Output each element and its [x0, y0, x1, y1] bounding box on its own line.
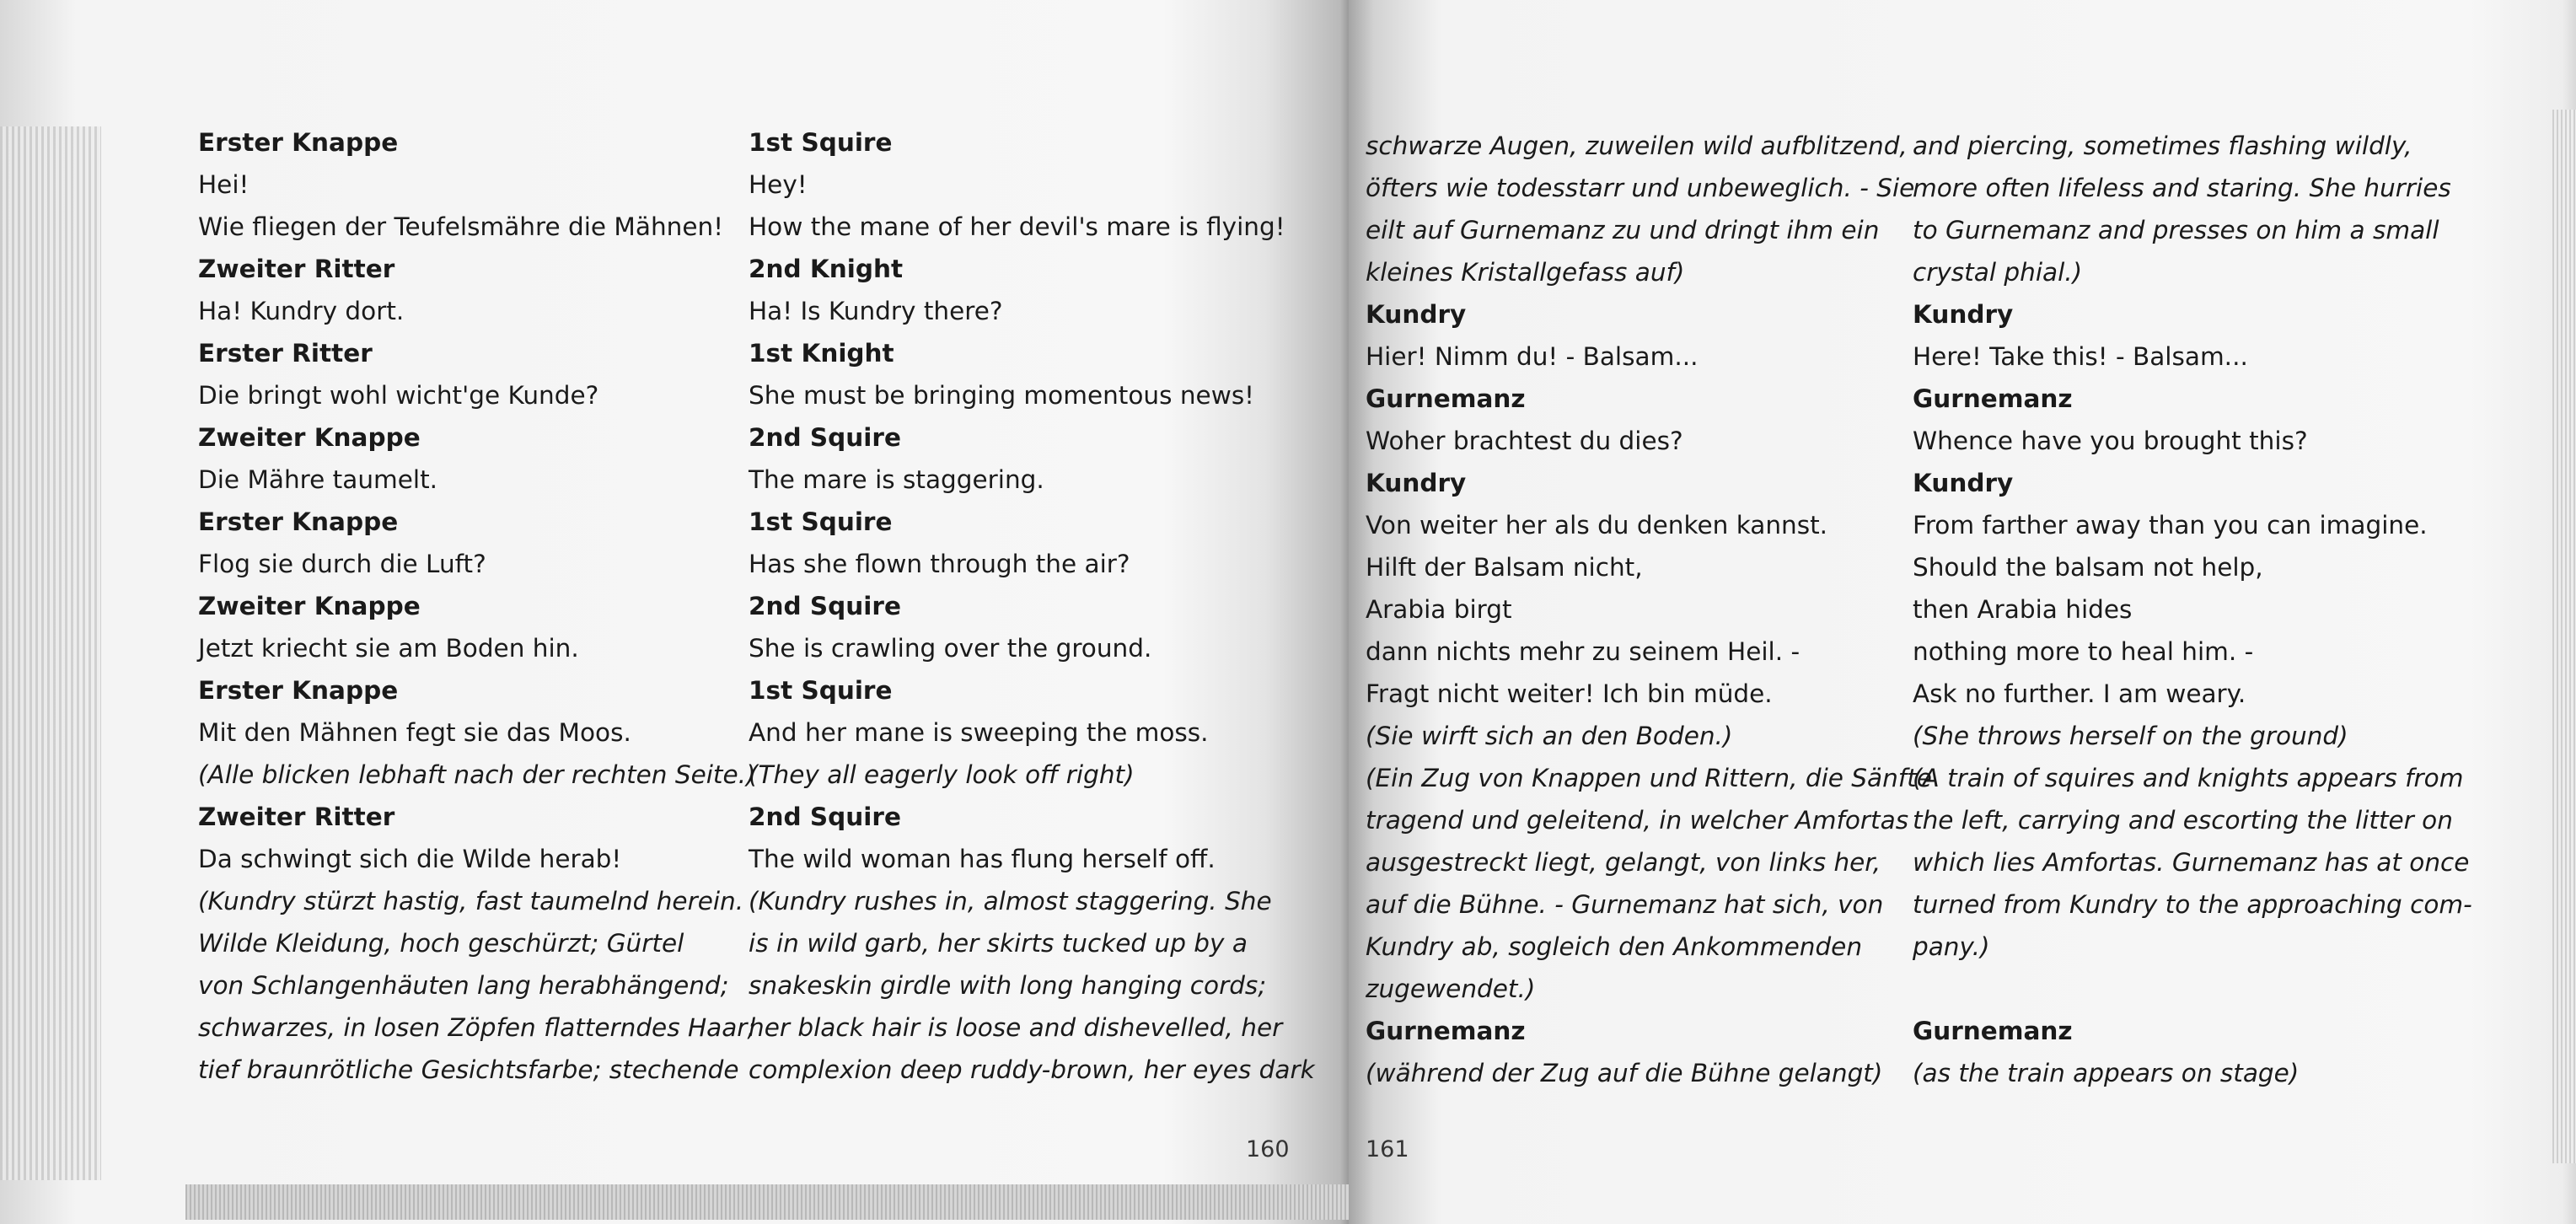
stage-direction-line: complexion deep ruddy-brown, her eyes dark: [749, 1055, 1315, 1084]
speaker-name: 2nd Squire: [749, 803, 901, 831]
libretto-line: From farther away than you can imagine.: [1913, 511, 2428, 540]
speaker-name: 1st Squire: [749, 507, 893, 536]
page-number: 160: [1246, 1136, 1290, 1162]
libretto-line: And her mane is sweeping the moss.: [749, 718, 1209, 747]
libretto-line: How the mane of her devil's mare is flying!: [749, 212, 1285, 241]
speaker-name: Zweiter Knappe: [198, 423, 421, 452]
stage-direction-line: (Ein Zug von Knappen und Rittern, die Sänfte: [1366, 764, 1932, 792]
stage-direction-line: schwarze Augen, zuweilen wild aufblitzend,: [1366, 132, 1908, 160]
left-page-english-column: [749, 121, 1315, 1091]
stage-direction-line: (Sie wirft sich an den Boden.): [1366, 722, 1733, 750]
libretto-line: Jetzt kriecht sie am Boden hin.: [198, 634, 579, 663]
stage-direction-line: which lies Amfortas. Gurnemanz has at once: [1913, 848, 2470, 877]
speaker-name: Erster Ritter: [198, 339, 373, 368]
speaker-name: Zweiter Ritter: [198, 255, 395, 283]
stage-direction-line: tief braunrötliche Gesichtsfarbe; stechende: [198, 1055, 739, 1084]
speaker-name: Kundry: [1366, 469, 1467, 497]
speaker-name: Gurnemanz: [1913, 1017, 2073, 1045]
libretto-line: dann nichts mehr zu seinem Heil. -: [1366, 637, 1801, 666]
right-page: [1349, 0, 2576, 1224]
speaker-name: 2nd Squire: [749, 592, 901, 620]
speaker-name: 1st Knight: [749, 339, 894, 368]
libretto-line: Fragt nicht weiter! Ich bin müde.: [1366, 679, 1773, 708]
libretto-line: The wild woman has flung herself off.: [749, 845, 1216, 873]
stage-direction-line: snakeskin girdle with long hanging cords;: [749, 971, 1267, 1000]
page-number: 161: [1366, 1136, 1409, 1162]
libretto-line: The mare is staggering.: [749, 465, 1044, 494]
stage-direction-line: pany.): [1913, 932, 1990, 961]
libretto-line: then Arabia hides: [1913, 595, 2133, 624]
stage-direction-line: zugewendet.): [1366, 974, 1536, 1003]
speaker-name: 2nd Squire: [749, 423, 901, 452]
libretto-line: Die bringt wohl wicht'ge Kunde?: [198, 381, 599, 410]
page-edge-stack: [0, 126, 101, 1180]
libretto-line: Hilft der Balsam nicht,: [1366, 553, 1643, 582]
stage-direction-line: tragend und geleitend, in welcher Amfortas: [1366, 806, 1909, 835]
stage-direction-line: more often lifeless and staring. She hurries: [1913, 174, 2451, 202]
stage-direction-line: von Schlangenhäuten lang herabhängend;: [198, 971, 729, 1000]
libretto-line: Mit den Mähnen fegt sie das Moos.: [198, 718, 631, 747]
speaker-name: Zweiter Knappe: [198, 592, 421, 620]
speaker-name: Gurnemanz: [1913, 384, 2073, 413]
stage-direction-line: crystal phial.): [1913, 258, 2083, 287]
speaker-name: Erster Knappe: [198, 128, 399, 157]
stage-direction-line: (während der Zug auf die Bühne gelangt): [1366, 1059, 1883, 1087]
stage-direction-line: is in wild garb, her skirts tucked up by a: [749, 929, 1248, 958]
speaker-name: Gurnemanz: [1366, 1017, 1526, 1045]
libretto-line: Hei!: [198, 170, 250, 199]
libretto-line: Should the balsam not help,: [1913, 553, 2263, 582]
libretto-line: Here! Take this! - Balsam...: [1913, 342, 2248, 371]
libretto-line: She is crawling over the ground.: [749, 634, 1152, 663]
stage-direction-line: (Alle blicken lebhaft nach der rechten Seite.): [198, 760, 756, 789]
speaker-name: Zweiter Ritter: [198, 803, 395, 831]
libretto-line: Whence have you brought this?: [1913, 427, 2308, 455]
libretto-line: Arabia birgt: [1366, 595, 1512, 624]
stage-direction-line: her black hair is loose and dishevelled, her: [749, 1013, 1283, 1042]
stage-direction-line: (as the train appears on stage): [1913, 1059, 2300, 1087]
stage-direction-line: Wilde Kleidung, hoch geschürzt; Gürtel: [198, 929, 684, 958]
stage-direction-line: öfters wie todesstarr und unbeweglich. - Sie: [1366, 174, 1915, 202]
libretto-line: Woher brachtest du dies?: [1366, 427, 1683, 455]
stage-direction-line: and piercing, sometimes flashing wildly,: [1913, 132, 2412, 160]
stage-direction-line: Kundry ab, sogleich den Ankommenden: [1366, 932, 1863, 961]
libretto-line: Hier! Nimm du! - Balsam...: [1366, 342, 1699, 371]
stage-direction-line: kleines Kristallgefass auf): [1366, 258, 1685, 287]
stage-direction-line: (She throws herself on the ground): [1913, 722, 2348, 750]
left-page-german-column: [198, 121, 756, 1091]
speaker-name: 2nd Knight: [749, 255, 904, 283]
libretto-line: [1913, 968, 2472, 1010]
libretto-line: Ha! Kundry dort.: [198, 297, 405, 325]
stage-direction-line: (A train of squires and knights appears from: [1913, 764, 2464, 792]
page-edge-stack: [2552, 110, 2576, 1163]
right-page-german-column: [1366, 125, 1932, 1094]
libretto-line: Wie fliegen der Teufelsmähre die Mähnen!: [198, 212, 724, 241]
stage-direction-line: auf die Bühne. - Gurnemanz hat sich, von: [1366, 890, 1884, 919]
stage-direction-line: to Gurnemanz and presses on him a small: [1913, 216, 2439, 244]
libretto-line: Von weiter her als du denken kannst.: [1366, 511, 1828, 540]
right-page-english-column: [1913, 125, 2472, 1094]
libretto-line: Ask no further. I am weary.: [1913, 679, 2246, 708]
speaker-name: Kundry: [1366, 300, 1467, 329]
speaker-name: 1st Squire: [749, 128, 893, 157]
speaker-name: Gurnemanz: [1366, 384, 1526, 413]
speaker-name: Erster Knappe: [198, 507, 399, 536]
stage-direction-line: (Kundry rushes in, almost staggering. She: [749, 887, 1272, 915]
speaker-name: 1st Squire: [749, 676, 893, 705]
speaker-name: Erster Knappe: [198, 676, 399, 705]
stage-direction-line: (Kundry stürzt hastig, fast taumelnd herein.: [198, 887, 744, 915]
libretto-line: Ha! Is Kundry there?: [749, 297, 1003, 325]
libretto-line: Hey!: [749, 170, 808, 199]
libretto-line: She must be bringing momentous news!: [749, 381, 1255, 410]
stage-direction-line: eilt auf Gurnemanz zu und dringt ihm ein: [1366, 216, 1880, 244]
stage-direction-line: schwarzes, in losen Zöpfen flatterndes Haar;: [198, 1013, 756, 1042]
page-bottom-edge: [185, 1184, 1349, 1220]
libretto-line: Flog sie durch die Luft?: [198, 550, 486, 578]
speaker-name: Kundry: [1913, 300, 2014, 329]
libretto-line: Da schwingt sich die Wilde herab!: [198, 845, 622, 873]
libretto-line: Has she flown through the air?: [749, 550, 1130, 578]
stage-direction-line: (They all eagerly look off right): [749, 760, 1135, 789]
stage-direction-line: turned from Kundry to the approaching com-: [1913, 890, 2472, 919]
libretto-line: nothing more to heal him. -: [1913, 637, 2254, 666]
speaker-name: Kundry: [1913, 469, 2014, 497]
stage-direction-line: the left, carrying and escorting the litter on: [1913, 806, 2453, 835]
stage-direction-line: ausgestreckt liegt, gelangt, von links her,: [1366, 848, 1881, 877]
libretto-line: Die Mähre taumelt.: [198, 465, 438, 494]
